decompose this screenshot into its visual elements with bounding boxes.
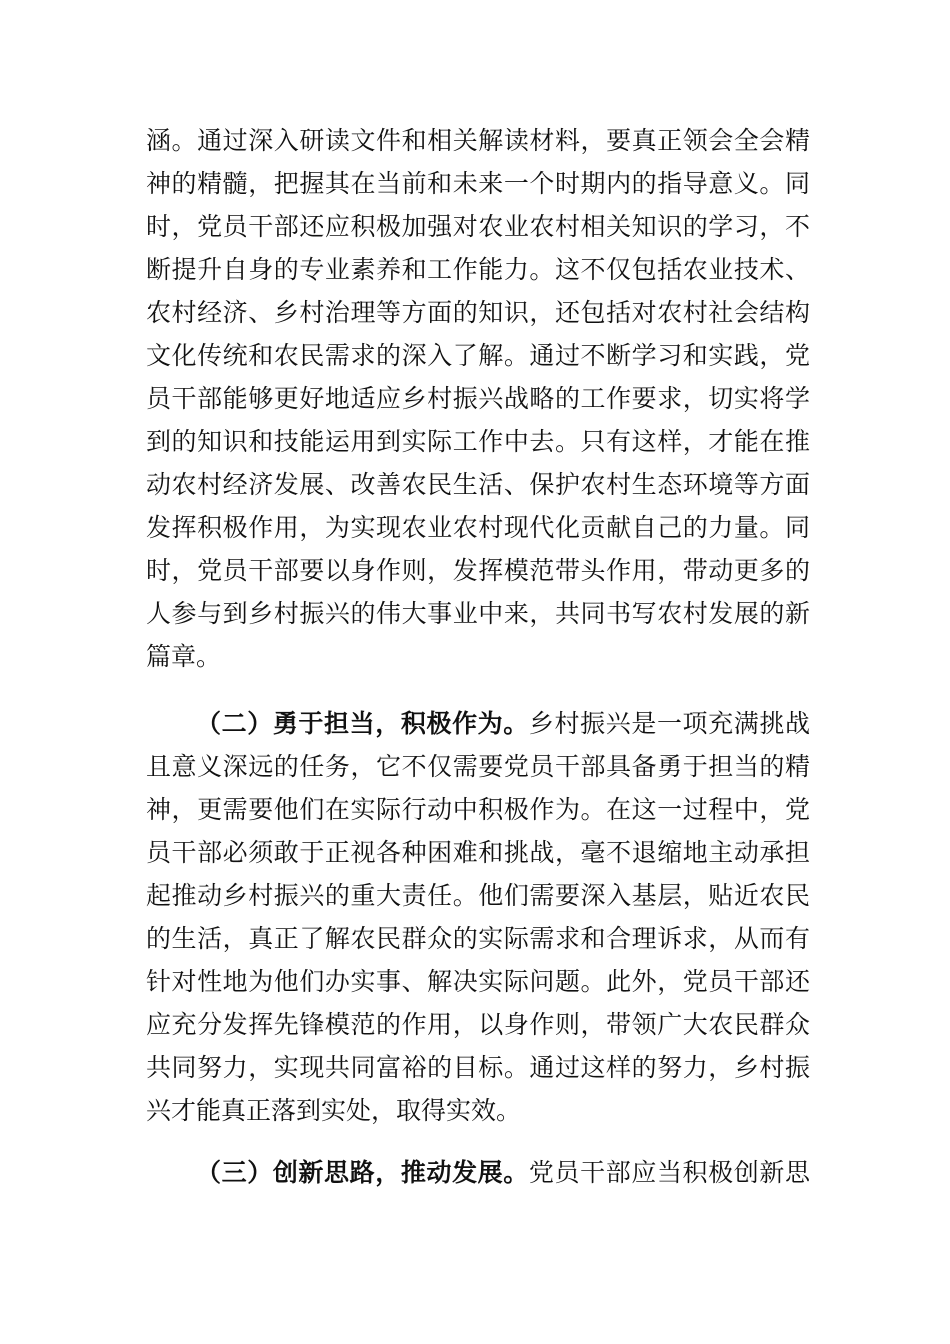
- paragraph-line: 农村经济、乡村治理等方面的知识，还包括对农村社会结构: [146, 298, 810, 327]
- paragraph-1: [146, 119, 810, 678]
- paragraph-line: 且意义深远的任务，它不仅需要党员干部具备勇于担当的精: [146, 752, 810, 781]
- paragraph-first-line: [146, 1151, 810, 1194]
- paragraph-line: 时，党员干部要以身作则，发挥模范带头作用，带动更多的: [146, 556, 810, 585]
- paragraph-line: 断提升自身的专业素养和工作能力。这不仅包括农业技术、: [146, 255, 810, 284]
- paragraph-line: 人参与到乡村振兴的伟大事业中来，共同书写农村发展的新: [146, 599, 810, 628]
- paragraph-line: 神的精髓，把握其在当前和未来一个时期内的指导意义。同: [146, 169, 810, 198]
- paragraph-line: 发挥积极作用，为实现农业农村现代化贡献自己的力量。同: [146, 513, 810, 542]
- section-heading-3: （三）创新思路，推动发展。: [196, 1158, 529, 1187]
- paragraph-first-line: [146, 702, 810, 745]
- paragraph-text: 乡村振兴是一项充满挑战: [528, 709, 810, 738]
- paragraph-text: 党员干部应当积极创新思: [528, 1158, 810, 1187]
- paragraph-line: 应充分发挥先锋模范的作用，以身作则，带领广大农民群众: [146, 1010, 810, 1039]
- section-heading-2: （二）勇于担当，积极作为。: [196, 709, 529, 738]
- paragraph-line: 起推动乡村振兴的重大责任。他们需要深入基层，贴近农民: [146, 881, 810, 910]
- paragraph-line: 员干部必须敢于正视各种困难和挑战，毫不退缩地主动承担: [146, 838, 810, 867]
- paragraph-line: 动农村经济发展、改善农民生活、保护农村生态环境等方面: [146, 470, 810, 499]
- paragraph-line: 员干部能够更好地适应乡村振兴战略的工作要求，切实将学: [146, 384, 810, 413]
- paragraph-line: 共同努力，实现共同富裕的目标。通过这样的努力，乡村振: [146, 1053, 810, 1082]
- paragraph-line: 针对性地为他们办实事、解决实际问题。此外，党员干部还: [146, 967, 810, 996]
- paragraph-line: 到的知识和技能运用到实际工作中去。只有这样，才能在推: [146, 427, 810, 456]
- paragraph-line: 时，党员干部还应积极加强对农业农村相关知识的学习，不: [146, 212, 810, 241]
- paragraph-2: [146, 702, 810, 1132]
- paragraph-line: 的生活，真正了解农民群众的实际需求和合理诉求，从而有: [146, 924, 810, 953]
- paragraph-line: 涵。通过深入研读文件和相关解读材料，要真正领会全会精: [146, 126, 810, 155]
- paragraph-line: 篇章。: [146, 642, 222, 671]
- paragraph-3: [146, 1151, 810, 1194]
- paragraph-line: 文化传统和农民需求的深入了解。通过不断学习和实践，党: [146, 341, 810, 370]
- paragraph-line: 兴才能真正落到实处，取得实效。: [146, 1096, 522, 1125]
- paragraph-line: 神，更需要他们在实际行动中积极作为。在这一过程中，党: [146, 795, 810, 824]
